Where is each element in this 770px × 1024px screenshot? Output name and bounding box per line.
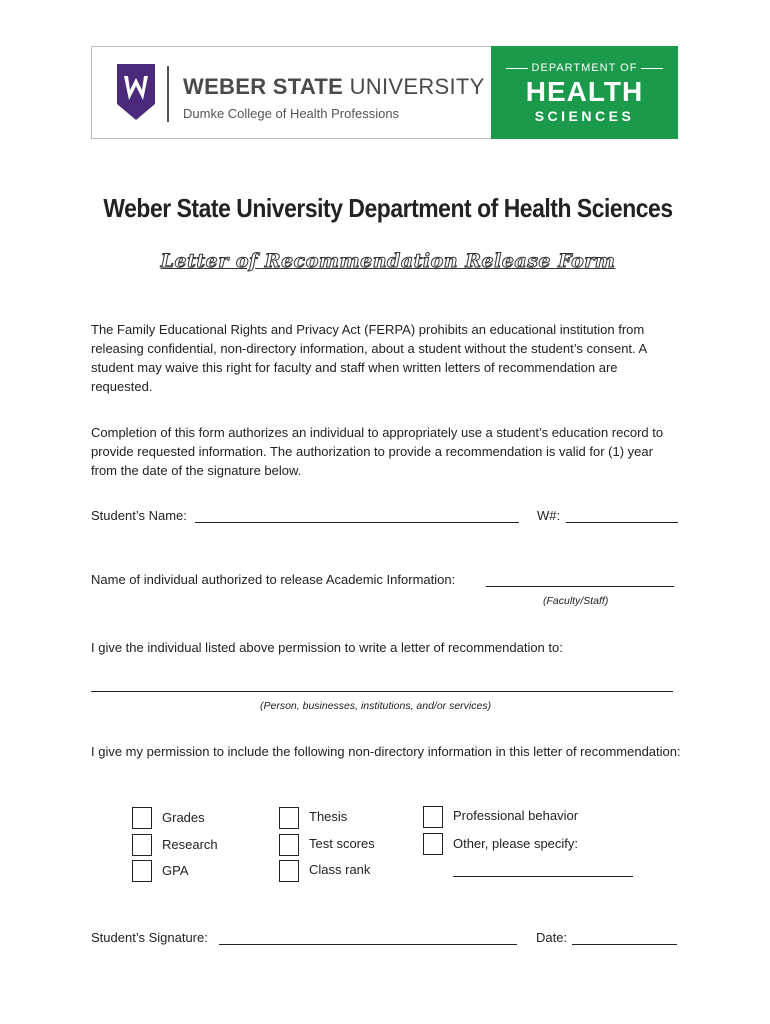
permission-paragraph: I give my permission to include the following non-directory information in this letter of recommendation:	[91, 744, 681, 759]
signature-field[interactable]	[219, 930, 517, 945]
signature-label: Student’s Signature:	[91, 930, 208, 945]
grades-label: Grades	[162, 810, 205, 825]
other-checkbox[interactable]	[423, 833, 443, 855]
test-scores-label: Test scores	[309, 836, 375, 851]
wsu-shield-logo-icon	[117, 64, 155, 120]
w-number-label: W#:	[537, 508, 561, 523]
class-rank-checkbox[interactable]	[279, 860, 299, 882]
test-scores-checkbox[interactable]	[279, 834, 299, 856]
class-rank-label: Class rank	[309, 862, 371, 877]
grades-checkbox[interactable]	[132, 807, 152, 829]
college-name: Dumke College of Health Professions	[183, 106, 400, 121]
university-name: WEBER STATE UNIVERSITY	[183, 74, 485, 99]
authorized-label: Name of individual authorized to release Academic Information:	[91, 572, 456, 587]
thesis-checkbox[interactable]	[279, 807, 299, 829]
form-subtitle: Letter of Recommendation Release Form	[160, 250, 616, 272]
ferpa-paragraph: The Family Educational Rights and Privacy Act (FERPA) prohibits an educational institution from releasing confidential, non-directory information, about a student without the student’s consent. A student may waive this right for faculty and staff when written letters of recommendation are requested.	[91, 322, 647, 394]
gpa-label: GPA	[162, 863, 189, 878]
recipient-note: (Person, businesses, institutions, and/or services)	[260, 700, 492, 712]
recipient-field[interactable]	[91, 677, 673, 692]
recipient-paragraph: I give the individual listed above permission to write a letter of recommendation to:	[91, 640, 563, 655]
authorized-field[interactable]	[486, 572, 674, 587]
student-name-label: Student’s Name:	[91, 508, 187, 523]
gpa-checkbox[interactable]	[132, 860, 152, 882]
professional-behavior-label: Professional behavior	[453, 808, 579, 823]
research-checkbox[interactable]	[132, 834, 152, 856]
research-label: Research	[162, 837, 218, 852]
dept-sub: SCIENCES	[534, 108, 635, 124]
thesis-label: Thesis	[309, 809, 348, 824]
professional-behavior-checkbox[interactable]	[423, 806, 443, 828]
dept-main: HEALTH	[525, 76, 644, 107]
student-name-field[interactable]	[195, 508, 519, 523]
header-divider	[167, 66, 169, 122]
dept-prefix: DEPARTMENT OF	[491, 62, 678, 74]
w-number-field[interactable]	[566, 508, 678, 523]
other-label: Other, please specify:	[453, 836, 579, 851]
authorized-note: (Faculty/Staff)	[543, 595, 609, 607]
date-field[interactable]	[572, 930, 677, 945]
page-title: Weber State University Department of Health Sciences	[103, 193, 673, 223]
date-label: Date:	[536, 930, 568, 945]
other-specify-field[interactable]	[453, 862, 633, 877]
authorization-paragraph: Completion of this form authorizes an individual to appropriately use a student’s education record to provide requested information. The authorization to provide a recommendation is valid for (1) year from the date of the signature below.	[91, 425, 664, 478]
